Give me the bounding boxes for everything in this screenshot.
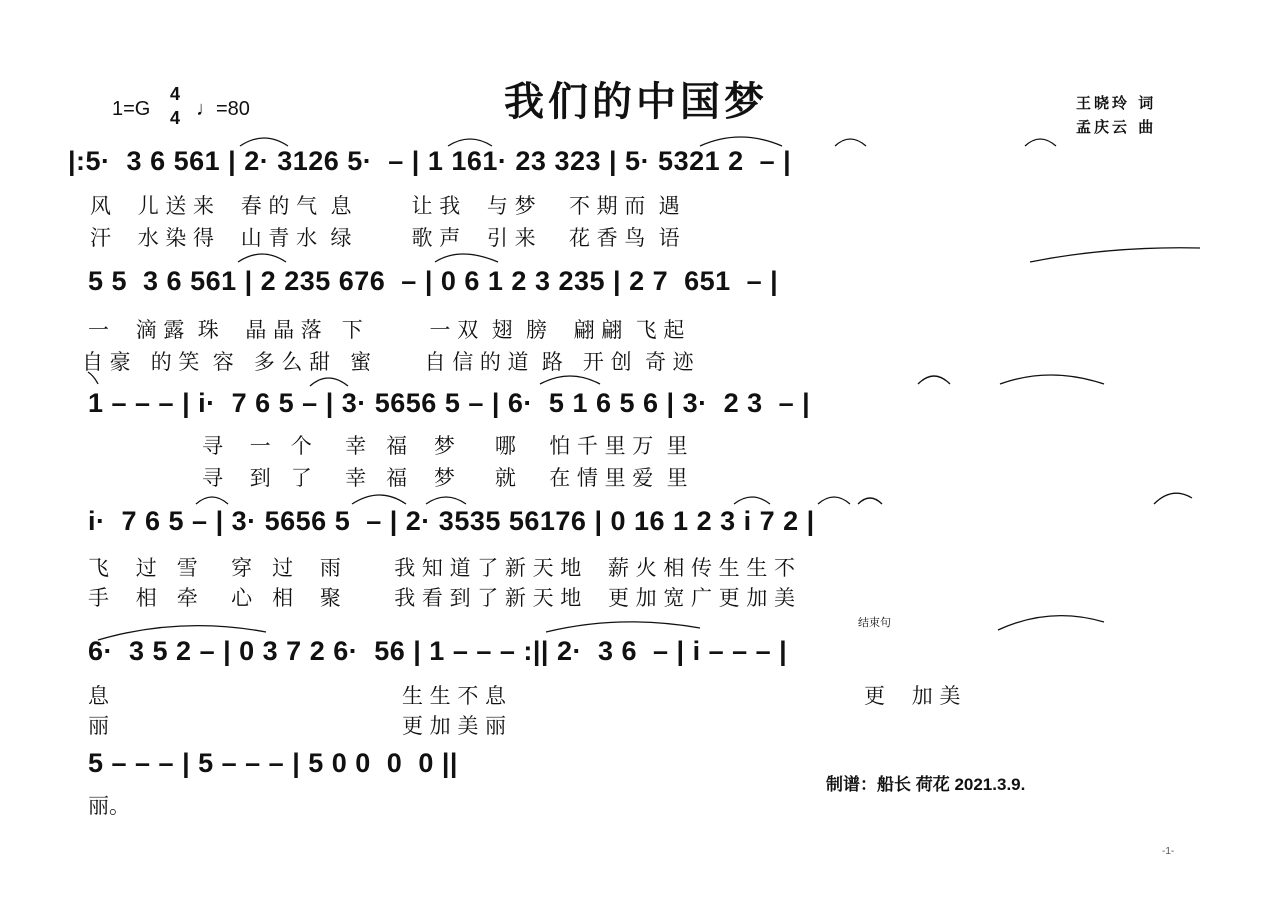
lyrics-line-1-verse-2: 汗 水 染 得 山 青 水 绿 歌 声 引 来 花 香 鸟 语 (90, 226, 680, 250)
song-title: 我们的中国梦 (504, 78, 768, 125)
lyrics-line-2-verse-2: 自 豪 的 笑 容 多 么 甜 蜜 自 信 的 道 路 开 创 奇 迹 (82, 350, 694, 374)
lyrics-line-6: 丽。 (88, 794, 130, 818)
lyrics-line-5-verse-1-mid: 生 生 不 息 (402, 684, 507, 708)
notation-line-3: 1 – – – | i· 7 6 5 – | 3· 5656 5 – | 6· 5 1 6 5 6 | 3· 2 3 – | (88, 388, 811, 418)
time-signature-top: 4 (170, 84, 181, 104)
notation-line-1: |:5· 3 6 561 | 2· 3126 5· – | 1 161· 23 323 | 5· 5321 2 – | (68, 146, 792, 176)
lyrics-line-2-verse-1: 一 滴 露 珠 晶 晶 落 下 一 双 翅 膀 翩 翩 飞 起 (88, 318, 685, 342)
time-signature-bottom: 4 (170, 108, 181, 128)
lyrics-line-1-verse-1: 风 儿 送 来 春 的 气 息 让 我 与 梦 不 期 而 遇 (90, 194, 680, 218)
page-number: -1- (1162, 846, 1175, 857)
key-signature: 1=G (112, 98, 151, 120)
transcriber-credit: 制谱：船长 荷花 2021.3.9. (826, 775, 1026, 794)
notation-line-6: 5 – – – | 5 – – – | 5 0 0 0 0 || (88, 748, 458, 778)
lyrics-line-5-verse-2-start: 丽 (88, 714, 109, 738)
tempo-marking: ♩=80 (196, 98, 250, 120)
composer-credit: 孟庆云 曲 (1076, 118, 1157, 136)
lyricist-credit: 王晓玲 词 (1076, 94, 1157, 112)
lyrics-line-5-verse-1-end: 更 加 美 (864, 684, 961, 708)
notation-line-4: i· 7 6 5 – | 3· 5656 5 – | 2· 3535 56176 | 0 16 1 2 3 i 7 2 | (88, 506, 815, 536)
notation-line-2: 5 5 3 6 561 | 2 235 676 – | 0 6 1 2 3 235 | 2 7 651 – | (88, 266, 779, 296)
lyrics-line-5-verse-1-start: 息 (88, 684, 109, 708)
notation-line-5: 6· 3 5 2 – | 0 3 7 2 6· 56 | 1 – – – :|| 2· 3 6 – | i – – – | (88, 636, 788, 666)
lyrics-line-3-verse-2: 寻 到 了 幸 福 梦 就 在 情 里 爱 里 (202, 466, 688, 490)
lyrics-line-4-verse-1: 飞 过 雪 穿 过 雨 我 知 道 了 新 天 地 薪 火 相 传 生 生 不 (88, 556, 796, 580)
lyrics-line-3-verse-1: 寻 一 个 幸 福 梦 哪 怕 千 里 万 里 (202, 434, 688, 458)
lyrics-line-5-verse-2-mid: 更 加 美 丽 (402, 714, 507, 738)
lyrics-line-4-verse-2: 手 相 牵 心 相 聚 我 看 到 了 新 天 地 更 加 宽 广 更 加 美 (88, 586, 796, 610)
ending-label: 结束句 (858, 616, 891, 629)
